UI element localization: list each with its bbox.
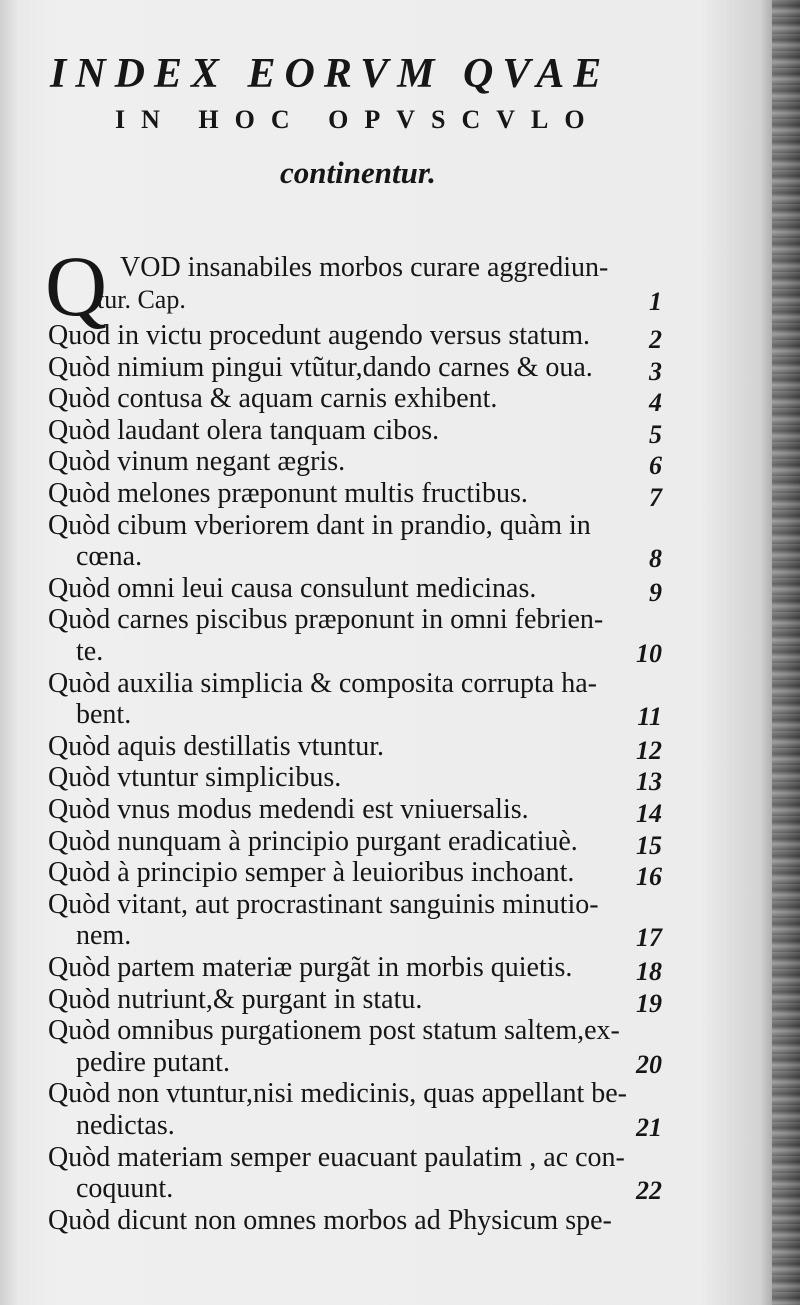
entry-number: 22 bbox=[636, 1176, 662, 1206]
entry-number: 14 bbox=[636, 799, 662, 828]
index-entry-continuation: cœna. bbox=[76, 541, 143, 573]
entry-number: 20 bbox=[636, 1049, 662, 1079]
index-subtitle-italic: continentur. bbox=[280, 155, 436, 190]
index-subtitle: IN HOC OPVSCVLO bbox=[115, 105, 601, 134]
entry-number: 16 bbox=[636, 862, 662, 892]
index-entry-text: Quòd auxilia simplicia & composita corrupta ha- bbox=[48, 667, 597, 699]
index-title: INDEX EORVM QVAE bbox=[50, 51, 611, 97]
index-entry-text: Quòd vinum negant ægris. bbox=[48, 446, 346, 478]
first-entry-continuation: tur. Cap. bbox=[97, 285, 186, 314]
index-entry-text: Quòd à principio semper à leuioribus inchoant. bbox=[48, 857, 575, 889]
index-entry-continuation: bent. bbox=[76, 699, 132, 731]
entry-number: 5 bbox=[649, 419, 662, 449]
index-entry-text: Quòd dicunt non omnes morbos ad Physicum spe- bbox=[48, 1204, 612, 1236]
entry-number: 2 bbox=[649, 325, 662, 354]
entry-number: 10 bbox=[636, 639, 662, 668]
index-entry-text: Quòd melones præponunt multis fructibus. bbox=[48, 478, 528, 509]
entry-number: 7 bbox=[649, 483, 662, 512]
index-entry-continuation: pedire putant. bbox=[76, 1046, 230, 1078]
index-entry-text: Quòd carnes piscibus præponunt in omni febrien- bbox=[48, 604, 604, 636]
entry-number: 21 bbox=[636, 1113, 662, 1142]
entry-number: 11 bbox=[637, 702, 662, 732]
entry-number: 13 bbox=[636, 767, 662, 797]
index-entry-text: Quòd omni leui causa consulunt medicinas. bbox=[48, 572, 537, 604]
index-entry-text: Quòd non vtuntur,nisi medicinis, quas appellant be- bbox=[48, 1078, 628, 1110]
index-entry-text: Quòd contusa & aquam carnis exhibent. bbox=[48, 383, 498, 415]
entry-number: 1 bbox=[649, 287, 662, 316]
entry-number: 18 bbox=[636, 957, 662, 986]
index-entry-continuation: te. bbox=[76, 636, 104, 667]
index-entry-text: Quòd laudant olera tanquam cibos. bbox=[48, 414, 440, 446]
entry-number: 17 bbox=[636, 923, 662, 953]
entry-number: 19 bbox=[636, 988, 662, 1018]
entry-number: 9 bbox=[649, 577, 662, 607]
entry-number: 12 bbox=[636, 735, 662, 765]
index-entry-text: Quòd nunquam à principio purgant eradicatiuè. bbox=[48, 825, 578, 857]
index-entry-text: Quòd cibum vberiorem dant in prandio, quàm in bbox=[48, 509, 591, 541]
index-entry-text: Quòd vtuntur simplicibus. bbox=[48, 762, 342, 794]
first-entry-text: VOD insanabiles morbos curare aggrediun- bbox=[120, 252, 609, 283]
entry-number: 4 bbox=[649, 388, 662, 418]
index-entry-text: Quòd partem materiæ purgãt in morbis quietis. bbox=[48, 952, 573, 983]
index-entry-text: Quòd materiam semper euacuant paulatim , ac con- bbox=[48, 1141, 625, 1173]
drop-cap-initial: Q bbox=[45, 238, 108, 334]
index-entry-text: Quòd omnibus purgationem post statum saltem,ex- bbox=[48, 1015, 620, 1047]
index-entry-text: Quòd nimium pingui vtũtur,dando carnes & oua. bbox=[48, 351, 593, 383]
index-entry-continuation: nem. bbox=[76, 920, 132, 952]
index-entry-text: Quod in victu procedunt augendo versus statum. bbox=[48, 320, 591, 351]
entry-number: 6 bbox=[649, 451, 662, 481]
entry-number: 15 bbox=[636, 830, 662, 860]
index-entry-text: Quòd vnus modus medendi est vniuersalis. bbox=[48, 794, 529, 825]
index-entry-continuation: nedictas. bbox=[76, 1110, 175, 1141]
entry-number: 8 bbox=[649, 544, 662, 574]
index-entry-text: Quòd nutriunt,& purgant in statu. bbox=[48, 983, 423, 1015]
index-entry-continuation: coquunt. bbox=[76, 1173, 174, 1205]
index-entry-text: Quòd aquis destillatis vtuntur. bbox=[48, 730, 384, 762]
entry-number: 3 bbox=[649, 356, 662, 386]
index-entry-text: Quòd vitant, aut procrastinant sanguinis minutio- bbox=[48, 888, 599, 920]
